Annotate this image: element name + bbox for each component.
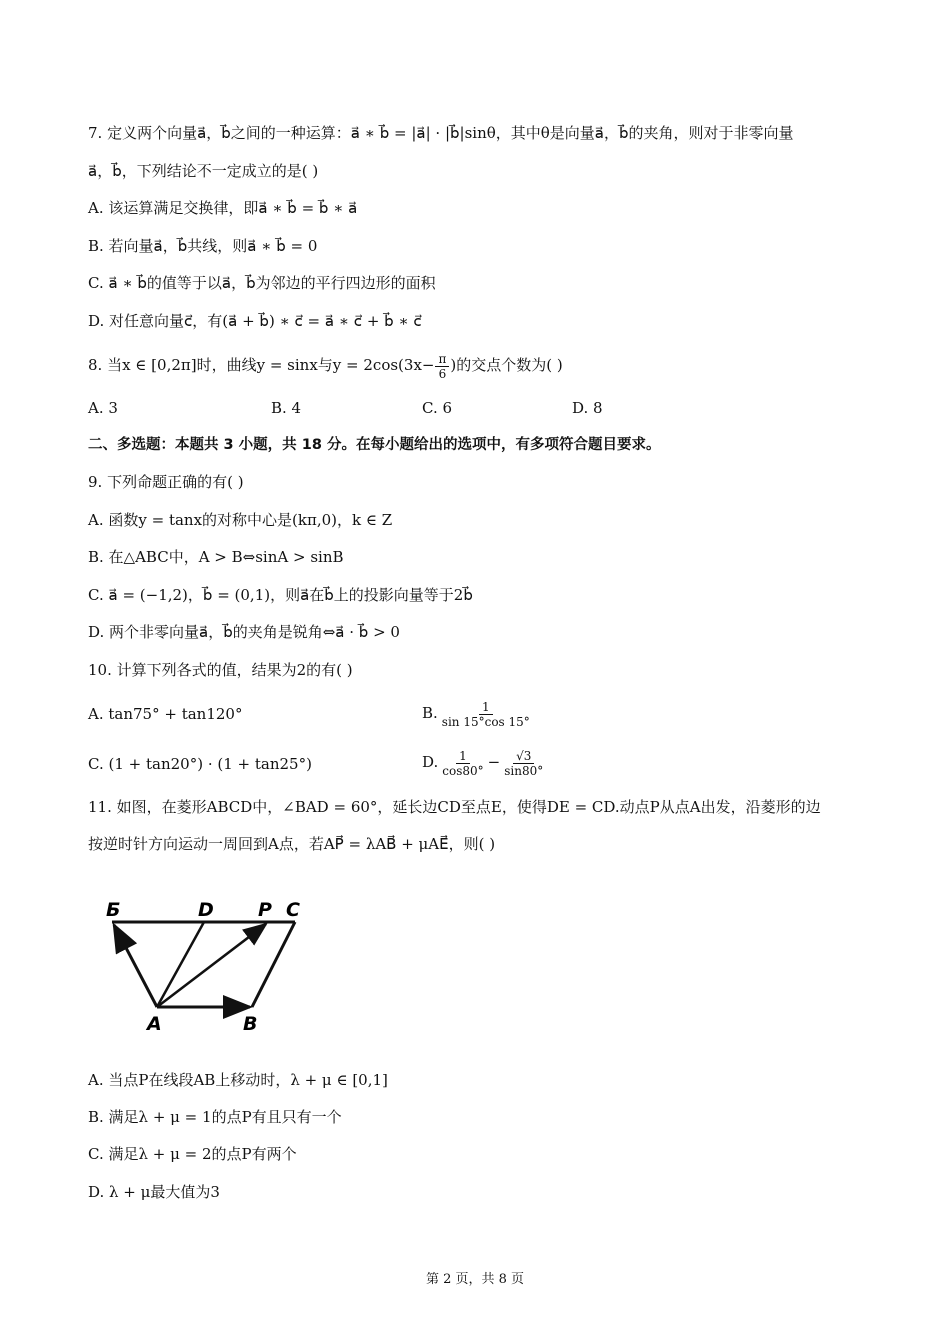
- q8-stem-prefix: 8. 当x ∈ [0,2π]时，曲线y = sinx与y = 2cos(3x−: [88, 356, 435, 374]
- q10-d-fraction-2: [501, 749, 546, 778]
- q7-option-b: B. 若向量a⃗，b⃗共线，则a⃗ ∗ b⃗ = 0: [88, 237, 318, 255]
- label-c: C: [286, 899, 300, 921]
- q8-frac-num: π: [435, 352, 449, 367]
- q10-d-frac2-den: sin80°: [504, 763, 544, 778]
- segment-ae: [114, 925, 157, 1007]
- q10-option-a: A. tan75° + tan120°: [88, 705, 243, 723]
- q7-option-c: C. a⃗ ∗ b⃗的值等于以a⃗，b⃗为邻边的平行四边形的面积: [88, 274, 436, 292]
- q11-option-a: A. 当点P在线段AB上移动时，λ + μ ∈ [0,1]: [88, 1071, 388, 1089]
- q11-stem-line1: 11. 如图，在菱形ABCD中，∠BAD = 60°，延长边CD至点E，使得DE = CD.动点P从点A出发，沿菱形的边: [88, 798, 821, 816]
- q11-option-b: B. 满足λ + μ = 1的点P有且只有一个: [88, 1108, 342, 1126]
- q10-d-frac2-num: √3: [513, 749, 534, 764]
- section-heading-multiple-choice: 二、多选题：本题共 3 小题，共 18 分。在每小题给出的选项中，有多项符合题目要求。: [88, 437, 661, 453]
- q10-d-frac1-num: 1: [456, 749, 470, 764]
- q11-option-d: D. λ + μ最大值为3: [88, 1183, 220, 1201]
- q10-option-d: [422, 745, 547, 779]
- q8-stem-suffix: )的交点个数为( ): [450, 356, 563, 374]
- label-e: Б: [106, 899, 121, 921]
- q8-frac-den: 6: [438, 366, 447, 381]
- q8-stem: [88, 348, 563, 382]
- segment-bc: [252, 922, 295, 1007]
- q10-option-b-fraction: [439, 700, 533, 729]
- q8-option-c: C. 6: [422, 399, 453, 417]
- q9-option-d: D. 两个非零向量a⃗，b⃗的夹角是锐角⇔a⃗ · b⃗ > 0: [88, 623, 400, 641]
- q10-option-c: C. (1 + tan20°) · (1 + tan25°): [88, 755, 312, 773]
- q9-option-c: C. a⃗ = (−1,2)，b⃗ = (0,1)，则a⃗在b⃗上的投影向量等于2b⃗: [88, 586, 473, 604]
- q11-stem-line2: 按逆时针方向运动一周回到A点，若AP⃗ = λAB⃗ + μAE⃗，则( ): [88, 835, 496, 853]
- q9-option-b: B. 在△ABC中，A > B⇔sinA > sinB: [88, 548, 344, 566]
- label-d: D: [198, 899, 214, 921]
- q8-option-d: D. 8: [572, 399, 603, 417]
- rhombus-figure: [100, 892, 320, 1037]
- q9-stem: 9. 下列命题正确的有( ): [88, 473, 244, 491]
- q10-option-d-label: D.: [422, 753, 439, 771]
- q10-b-frac-den: sin 15°cos 15°: [441, 714, 530, 729]
- q11-option-c: C. 满足λ + μ = 2的点P有两个: [88, 1145, 297, 1163]
- segment-ad: [157, 922, 204, 1007]
- q9-option-a: A. 函数y = tanx的对称中心是(kπ,0)，k ∈ Z: [88, 511, 393, 529]
- q8-fraction: [435, 352, 449, 381]
- segment-ap: [157, 924, 266, 1007]
- label-p: P: [258, 899, 272, 921]
- q10-option-b-label: B.: [422, 704, 438, 722]
- q10-d-minus: −: [487, 753, 501, 771]
- q7-stem-line2: a⃗，b⃗，下列结论不一定成立的是( ): [88, 162, 319, 180]
- q10-option-b: [422, 696, 534, 730]
- page-footer: 第 2 页，共 8 页: [425, 1272, 525, 1287]
- label-b: B: [243, 1013, 258, 1035]
- label-a: A: [147, 1013, 162, 1035]
- q7-stem-line1: 7. 定义两个向量a⃗，b⃗之间的一种运算：a⃗ ∗ b⃗ = |a⃗| · |b⃗|sinθ，其中θ是向量a⃗，b⃗的夹角，则对于非零向量: [88, 124, 794, 142]
- q10-d-fraction-1: [439, 749, 486, 778]
- q10-b-frac-num: 1: [479, 700, 493, 715]
- q8-option-b: B. 4: [271, 399, 302, 417]
- q7-option-d: D. 对任意向量c⃗，有(a⃗ + b⃗) ∗ c⃗ = a⃗ ∗ c⃗ + b⃗ ∗ c⃗: [88, 312, 422, 330]
- q10-stem: 10. 计算下列各式的值，结果为2的有( ): [88, 661, 353, 679]
- q8-option-a: A. 3: [88, 399, 118, 417]
- q7-option-a: A. 该运算满足交换律，即a⃗ ∗ b⃗ = b⃗ ∗ a⃗: [88, 199, 358, 217]
- q10-d-frac1-den: cos80°: [442, 763, 484, 778]
